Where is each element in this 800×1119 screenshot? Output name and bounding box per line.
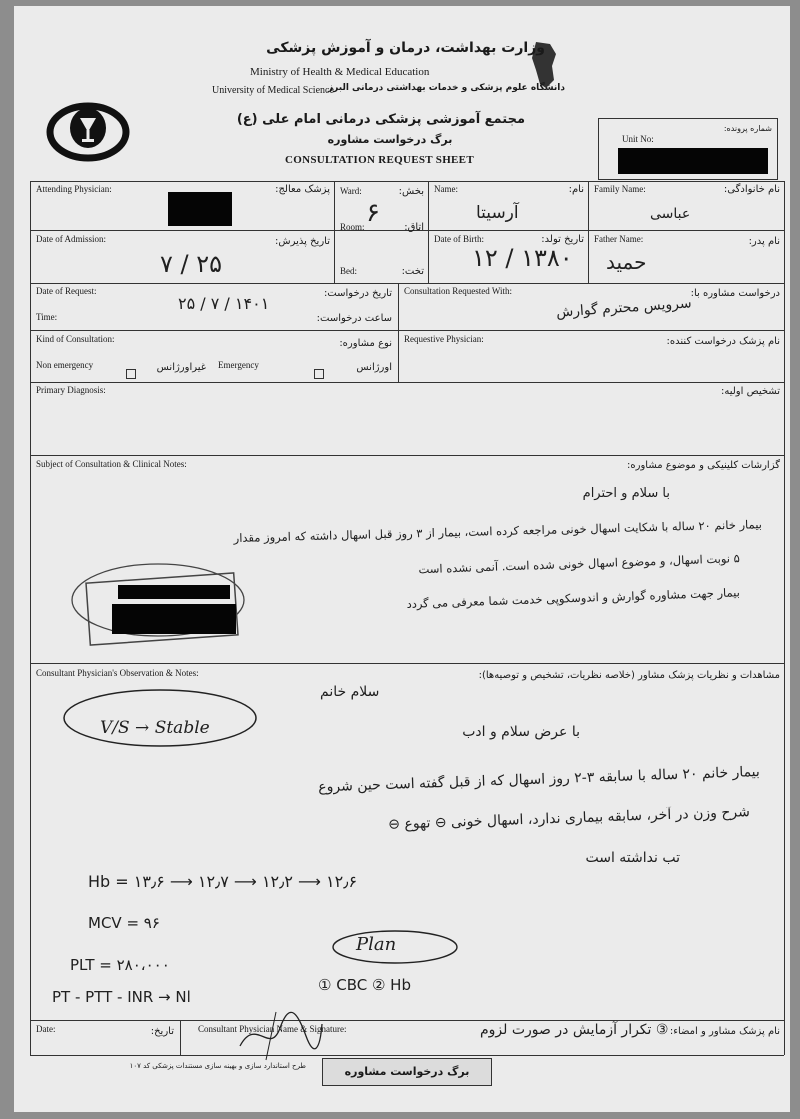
kind-of-consultation-label: Kind of Consultation: (36, 334, 115, 344)
redacted-stamp-name (118, 585, 230, 599)
requestive-physician-label-fa: نام پزشک درخواست کننده: (666, 336, 780, 347)
bed-label-fa: تخت: (401, 266, 424, 277)
request-time-label: Time: (36, 312, 58, 322)
consultant-line-coag: PT - PTT - INR → Nl (52, 988, 191, 1006)
subject-label: Subject of Consultation & Clinical Notes: (36, 459, 187, 469)
consultant-notes-label: Consultant Physician's Observation & Notes: (36, 668, 199, 678)
consultant-line-followup: ③ تکرار آزمایش در صورت لزوم (480, 1022, 669, 1038)
non-emergency-label: Non emergency (36, 360, 94, 370)
room-value: ۶ (366, 198, 380, 228)
attending-physician-label: Attending Physician: (36, 184, 112, 194)
consultant-signature-label-fa: نام پزشک مشاور و امضاء: (669, 1026, 780, 1037)
subject-line-3: ۵ نوبت اسهال، و موضوع اسهال خونی شده است. آنمی نشده است (418, 551, 741, 577)
unit-number-label: Unit No: (622, 134, 654, 144)
request-time-label-fa: ساعت درخواست: (316, 313, 392, 324)
primary-diagnosis-label-fa: تشخیص اولیه: (720, 386, 780, 397)
date-label-fa: تاریخ: (150, 1026, 174, 1037)
ward-label: Ward: (340, 186, 362, 196)
father-name-value: حمید (606, 250, 647, 274)
sheet-title-en: CONSULTATION REQUEST SHEET (285, 154, 474, 166)
request-date-label-fa: تاریخ درخواست: (323, 288, 392, 299)
room-label-fa: اتاق: (404, 222, 424, 233)
consultant-line-hb: Hb = ۱۳٫۶ ⟶ ۱۲٫۷ ⟶ ۱۲٫۲ ⟶ ۱۲٫۶ (88, 872, 358, 891)
redacted-unit-number (618, 148, 768, 174)
consultant-line-plt: PLT = ۲۸۰،۰۰۰ (70, 956, 170, 974)
sheet-title-fa: برگ درخواست مشاوره (327, 133, 453, 146)
consultant-notes-label-fa: مشاهدات و نظریات پزشک مشاور (خلاصه نظریات، تشخیص و توصیه‌ها): (478, 670, 780, 681)
family-name-label-fa: نام خانوادگی: (723, 184, 780, 195)
admission-date-value: ۲۵ / ۷ (160, 250, 223, 278)
consult-with-label: Consultation Requested With: (404, 286, 512, 296)
consultant-line-salutation: با عرض سلام و ادب (462, 724, 580, 740)
ministry-title-fa: وزارت بهداشت، درمان و آموزش پزشکی (266, 40, 545, 56)
consultant-line-vitals: V/S → Stable (100, 718, 210, 738)
ministry-title-en: Ministry of Health & Medical Education (250, 66, 430, 78)
non-emergency-label-fa: غیراورژانس (156, 362, 206, 373)
consultant-line-fever: تب نداشته است (585, 850, 680, 866)
subject-line-2: بیمار خانم ۲۰ ساله با شکایت اسهال خونی مراجعه کرده است، بیمار از ۳ روز قبل اسهال داشته که امروز مقدار (233, 517, 763, 545)
sheet-name-box-label: برگ درخواست مشاوره (344, 1065, 470, 1078)
birth-date-value: ۱۳۸۰ / ۱۲ (472, 244, 573, 272)
patient-name-value: آرسیتا (476, 203, 519, 223)
subject-line-1: با سلام و احترام (582, 486, 670, 501)
admission-date-label-fa: تاریخ پذیرش: (275, 236, 330, 247)
father-name-label: Father Name: (594, 234, 644, 244)
kind-of-consultation-label-fa: نوع مشاوره: (339, 338, 392, 349)
emergency-label: Emergency (218, 360, 259, 370)
consultant-line-plan: Plan (356, 934, 397, 955)
requestive-physician-label: Requestive Physician: (404, 334, 484, 344)
emergency-label-fa: اورژانس (356, 362, 392, 373)
form-code-fa: طرح استاندارد سازی و بهینه سازی مستندات پزشکی کد ۱۰۷ (129, 1062, 306, 1070)
ward-label-fa: بخش: (398, 186, 424, 197)
family-name-label: Family Name: (594, 184, 646, 194)
redacted-stamp-details (112, 604, 236, 634)
consultant-line-plan-items: ① CBC ② Hb (318, 976, 411, 994)
file-number-label-fa: شماره پرونده: (723, 124, 772, 133)
birth-date-label: Date of Birth: (434, 234, 484, 244)
hospital-logo (44, 98, 132, 164)
consultant-line-greeting: سلام خانم (320, 684, 380, 700)
consult-with-label-fa: درخواست مشاوره با: (690, 288, 780, 299)
admission-date-label: Date of Admission: (36, 234, 106, 244)
sheet-name-box (322, 1058, 492, 1086)
date-label: Date: (36, 1024, 56, 1034)
patient-name-label-fa: نام: (568, 184, 584, 195)
father-name-label-fa: نام پدر: (748, 236, 780, 247)
consultant-line-mcv: MCV = ۹۶ (88, 914, 160, 932)
consultant-line-symptoms: شرح وزن در آخر، سابقه بیماری ندارد، اسهال خونی ⊖ تهوع ⊖ (388, 804, 751, 833)
primary-diagnosis-label: Primary Diagnosis: (36, 385, 106, 395)
family-name-value: عباسی (650, 206, 691, 222)
consultant-line-history: بیمار خانم ۲۰ ساله با سابقه ۳-۲ روز اسهال که از قبل گفته است حین شروع (317, 763, 761, 796)
complex-title-fa: مجتمع آموزشی پزشکی درمانی امام علی (ع) (236, 112, 525, 127)
emergency-checkbox[interactable] (314, 363, 324, 382)
redacted-attending-physician (168, 192, 232, 226)
subject-label-fa: گزارشات کلینیکی و موضوع مشاوره: (627, 460, 780, 471)
handwritten-signature (236, 1006, 326, 1062)
request-date-value: ۱۴۰۱ / ۷ / ۲۵ (178, 294, 270, 313)
consult-with-value: سرویس محترم گوارش (555, 295, 693, 321)
subject-line-4: بیمار جهت مشاوره گوارش و اندوسکوپی خدمت شما معرفی می گردد (406, 585, 741, 611)
university-en: University of Medical Science (212, 85, 334, 96)
birth-date-label-fa: تاریخ تولد: (541, 234, 584, 245)
room-label: Room: (340, 222, 365, 232)
bed-label: Bed: (340, 266, 357, 276)
patient-name-label: Name: (434, 184, 458, 194)
non-emergency-checkbox[interactable] (126, 363, 136, 382)
request-date-label: Date of Request: (36, 286, 97, 296)
consultant-signature-label: Consultant Physician Name & Signature: (198, 1024, 347, 1034)
attending-physician-label-fa: پزشک معالج: (275, 184, 330, 195)
university-fa: دانشگاه علوم پزشکی و خدمات بهداشتی درمانی البرز (328, 83, 565, 93)
